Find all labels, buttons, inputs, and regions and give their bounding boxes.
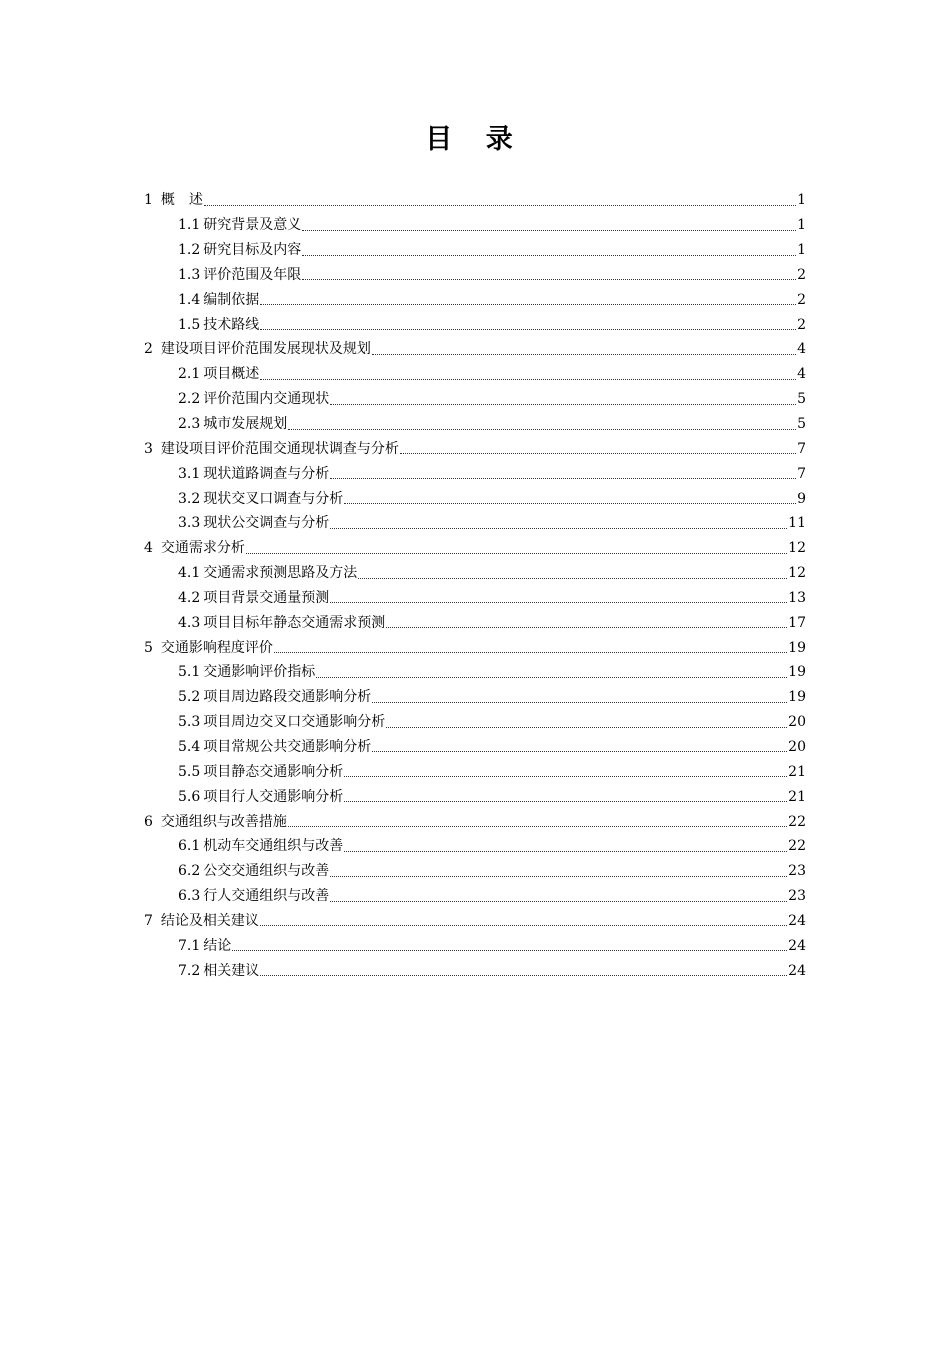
toc-entry-title: 项目周边交叉口交通影响分析 (203, 714, 386, 731)
toc-entry-number: 5.6 (178, 788, 201, 805)
toc-section-entry[interactable] (144, 312, 806, 337)
toc-entry-title: 交通影响程度评价 (160, 639, 273, 656)
toc-entry-number: 2 (144, 341, 153, 358)
toc-entry-page-number: 2 (797, 316, 806, 333)
toc-section-entry[interactable] (144, 486, 806, 511)
toc-section-entry[interactable] (144, 859, 806, 884)
toc-entry-page-number: 19 (788, 689, 806, 706)
toc-entry-page-number: 22 (788, 838, 806, 855)
toc-entry-number: 6.2 (178, 863, 201, 880)
toc-entry-title: 评价范围内交通现状 (203, 391, 330, 408)
page-title: 目 录 (425, 124, 525, 155)
dot-leader (400, 453, 796, 454)
toc-section-entry[interactable] (144, 287, 806, 312)
toc-entry-number: 3.2 (178, 490, 201, 507)
toc-entry-page-number: 19 (788, 664, 806, 681)
toc-entry-title: 现状交叉口调查与分析 (203, 490, 344, 507)
toc-entry-title: 城市发展规划 (203, 416, 288, 433)
toc-entry-title: 建设项目评价范围发展现状及规划 (160, 341, 371, 358)
dot-leader (316, 677, 787, 678)
dot-leader (302, 230, 796, 231)
toc-chapter-entry[interactable] (144, 908, 806, 933)
dot-leader (246, 553, 787, 554)
toc-section-entry[interactable] (144, 958, 806, 983)
toc-entry-title: 项目目标年静态交通需求预测 (203, 614, 386, 631)
toc-section-entry[interactable] (144, 586, 806, 611)
toc-entry-number: 4.2 (178, 589, 201, 606)
toc-entry-page-number: 4 (797, 366, 806, 383)
dot-leader (330, 901, 787, 902)
toc-section-entry[interactable] (144, 610, 806, 635)
dot-leader (386, 727, 787, 728)
toc-entry-title: 编制依据 (203, 291, 260, 308)
toc-entry-page-number: 20 (788, 714, 806, 731)
dot-leader (260, 925, 787, 926)
toc-entry-title: 项目周边路段交通影响分析 (203, 689, 372, 706)
toc-entry-number: 7.2 (178, 962, 201, 979)
toc-entry-page-number: 7 (797, 465, 806, 482)
dot-leader (372, 751, 787, 752)
toc-section-entry[interactable] (144, 238, 806, 263)
toc-section-entry[interactable] (144, 412, 806, 437)
toc-entry-page-number: 2 (797, 266, 806, 283)
toc-entry-page-number: 24 (788, 912, 806, 929)
dot-leader (344, 801, 787, 802)
toc-entry-title: 现状道路调查与分析 (203, 465, 330, 482)
toc-entry-title: 项目背景交通量预测 (203, 589, 330, 606)
dot-leader (260, 379, 796, 380)
toc-chapter-entry[interactable] (144, 635, 806, 660)
toc-chapter-entry[interactable] (144, 337, 806, 362)
toc-entry-page-number: 1 (797, 217, 806, 234)
dot-leader (344, 776, 787, 777)
toc-entry-title: 机动车交通组织与改善 (203, 838, 344, 855)
toc-entry-number: 1.5 (178, 316, 201, 333)
dot-leader (330, 478, 796, 479)
toc-section-entry[interactable] (144, 362, 806, 387)
toc-section-entry[interactable] (144, 735, 806, 760)
toc-section-entry[interactable] (144, 710, 806, 735)
dot-leader (372, 354, 796, 355)
toc-chapter-entry[interactable] (144, 188, 806, 213)
toc-section-entry[interactable] (144, 511, 806, 536)
dot-leader (260, 975, 787, 976)
toc-entry-page-number: 17 (788, 614, 806, 631)
toc-entry-number: 2.3 (178, 416, 201, 433)
toc-entry-page-number: 20 (788, 738, 806, 755)
toc-entry-title: 研究背景及意义 (203, 217, 302, 234)
toc-entry-number: 5.1 (178, 664, 201, 681)
toc-entry-title: 项目概述 (203, 366, 260, 383)
dot-leader (358, 578, 787, 579)
toc-entry-page-number: 7 (797, 440, 806, 457)
toc-section-entry[interactable] (144, 213, 806, 238)
toc-entry-number: 3.3 (178, 515, 201, 532)
dot-leader (386, 627, 787, 628)
toc-entry-page-number: 11 (788, 515, 806, 532)
toc-entry-title: 建设项目评价范围交通现状调查与分析 (160, 440, 399, 457)
toc-entry-page-number: 9 (797, 490, 806, 507)
toc-entry-page-number: 24 (788, 962, 806, 979)
toc-entry-page-number: 4 (797, 341, 806, 358)
toc-section-entry[interactable] (144, 461, 806, 486)
toc-entry-number: 5 (144, 639, 153, 656)
toc-section-entry[interactable] (144, 561, 806, 586)
toc-entry-page-number: 24 (788, 937, 806, 954)
toc-entry-title: 交通需求预测思路及方法 (203, 565, 358, 582)
dot-leader (260, 304, 796, 305)
toc-entry-number: 4 (144, 540, 153, 557)
toc-entry-number: 7 (144, 912, 153, 929)
toc-entry-number: 5.3 (178, 714, 201, 731)
toc-entry-title: 项目常规公共交通影响分析 (203, 738, 372, 755)
dot-leader (204, 205, 796, 206)
toc-entry-number: 5.2 (178, 689, 201, 706)
toc-section-entry[interactable] (144, 933, 806, 958)
toc-entry-number: 3 (144, 440, 153, 457)
dot-leader (274, 652, 787, 653)
toc-entry-number: 1.4 (178, 291, 201, 308)
toc-entry-page-number: 13 (788, 589, 806, 606)
toc-entry-number: 4.1 (178, 565, 201, 582)
toc-entry-title: 交通需求分析 (160, 540, 245, 557)
toc-entry-number: 5.4 (178, 738, 201, 755)
dot-leader (302, 279, 796, 280)
toc-entry-title: 研究目标及内容 (203, 242, 302, 259)
toc-entry-page-number: 23 (788, 863, 806, 880)
dot-leader (372, 702, 787, 703)
dot-leader (330, 602, 787, 603)
toc-section-entry[interactable] (144, 263, 806, 288)
toc-entry-number: 6.3 (178, 888, 201, 905)
dot-leader (330, 528, 787, 529)
dot-leader (232, 950, 787, 951)
toc-entry-number: 7.1 (178, 937, 201, 954)
dot-leader (344, 503, 796, 504)
toc-entry-number: 3.1 (178, 465, 201, 482)
toc-entry-number: 2.2 (178, 391, 201, 408)
toc-entry-number: 4.3 (178, 614, 201, 631)
toc-entry-title: 项目行人交通影响分析 (203, 788, 344, 805)
toc-entry-page-number: 21 (788, 788, 806, 805)
toc-entry-number: 6 (144, 813, 153, 830)
toc-entry-page-number: 12 (788, 540, 806, 557)
toc-entry-page-number: 19 (788, 639, 806, 656)
toc-entry-title: 相关建议 (203, 962, 260, 979)
toc-entry-number: 2.1 (178, 366, 201, 383)
toc-entry-page-number: 1 (797, 192, 806, 209)
toc-chapter-entry[interactable] (144, 809, 806, 834)
toc-entry-page-number: 22 (788, 813, 806, 830)
toc-entry-page-number: 1 (797, 242, 806, 259)
toc-entry-number: 1.1 (178, 217, 201, 234)
toc-chapter-entry[interactable] (144, 536, 806, 561)
toc-section-entry[interactable] (144, 759, 806, 784)
toc-entry-title: 结论及相关建议 (160, 912, 259, 929)
dot-leader (260, 329, 796, 330)
toc-entry-page-number: 2 (797, 291, 806, 308)
dot-leader (288, 826, 787, 827)
toc-entry-title: 现状公交调查与分析 (203, 515, 330, 532)
dot-leader (344, 851, 787, 852)
dot-leader (302, 255, 796, 256)
toc-entry-number: 6.1 (178, 838, 201, 855)
toc-entry-number: 1 (144, 192, 153, 209)
toc-entry-title: 评价范围及年限 (203, 266, 302, 283)
toc-entry-number: 1.3 (178, 266, 201, 283)
toc-entry-number: 5.5 (178, 763, 201, 780)
toc-section-entry[interactable] (144, 685, 806, 710)
toc-section-entry[interactable] (144, 387, 806, 412)
toc-entry-number: 1.2 (178, 242, 201, 259)
dot-leader (288, 429, 796, 430)
toc-entry-page-number: 5 (797, 416, 806, 433)
toc-entry-page-number: 12 (788, 565, 806, 582)
toc-entry-title: 行人交通组织与改善 (203, 888, 330, 905)
toc-section-entry[interactable] (144, 884, 806, 909)
toc-entry-title: 技术路线 (203, 316, 260, 333)
toc-entry-page-number: 5 (797, 391, 806, 408)
toc-section-entry[interactable] (144, 784, 806, 809)
toc-section-entry[interactable] (144, 834, 806, 859)
toc-section-entry[interactable] (144, 660, 806, 685)
table-of-contents (144, 188, 806, 983)
toc-entry-title: 公交交通组织与改善 (203, 863, 330, 880)
dot-leader (330, 876, 787, 877)
toc-chapter-entry[interactable] (144, 436, 806, 461)
toc-entry-title: 项目静态交通影响分析 (203, 763, 344, 780)
dot-leader (330, 404, 796, 405)
toc-entry-title: 交通组织与改善措施 (160, 813, 287, 830)
toc-entry-page-number: 23 (788, 888, 806, 905)
toc-entry-title: 结论 (203, 937, 232, 954)
toc-entry-page-number: 21 (788, 763, 806, 780)
toc-entry-title: 概 述 (160, 192, 203, 209)
toc-entry-title: 交通影响评价指标 (203, 664, 316, 681)
